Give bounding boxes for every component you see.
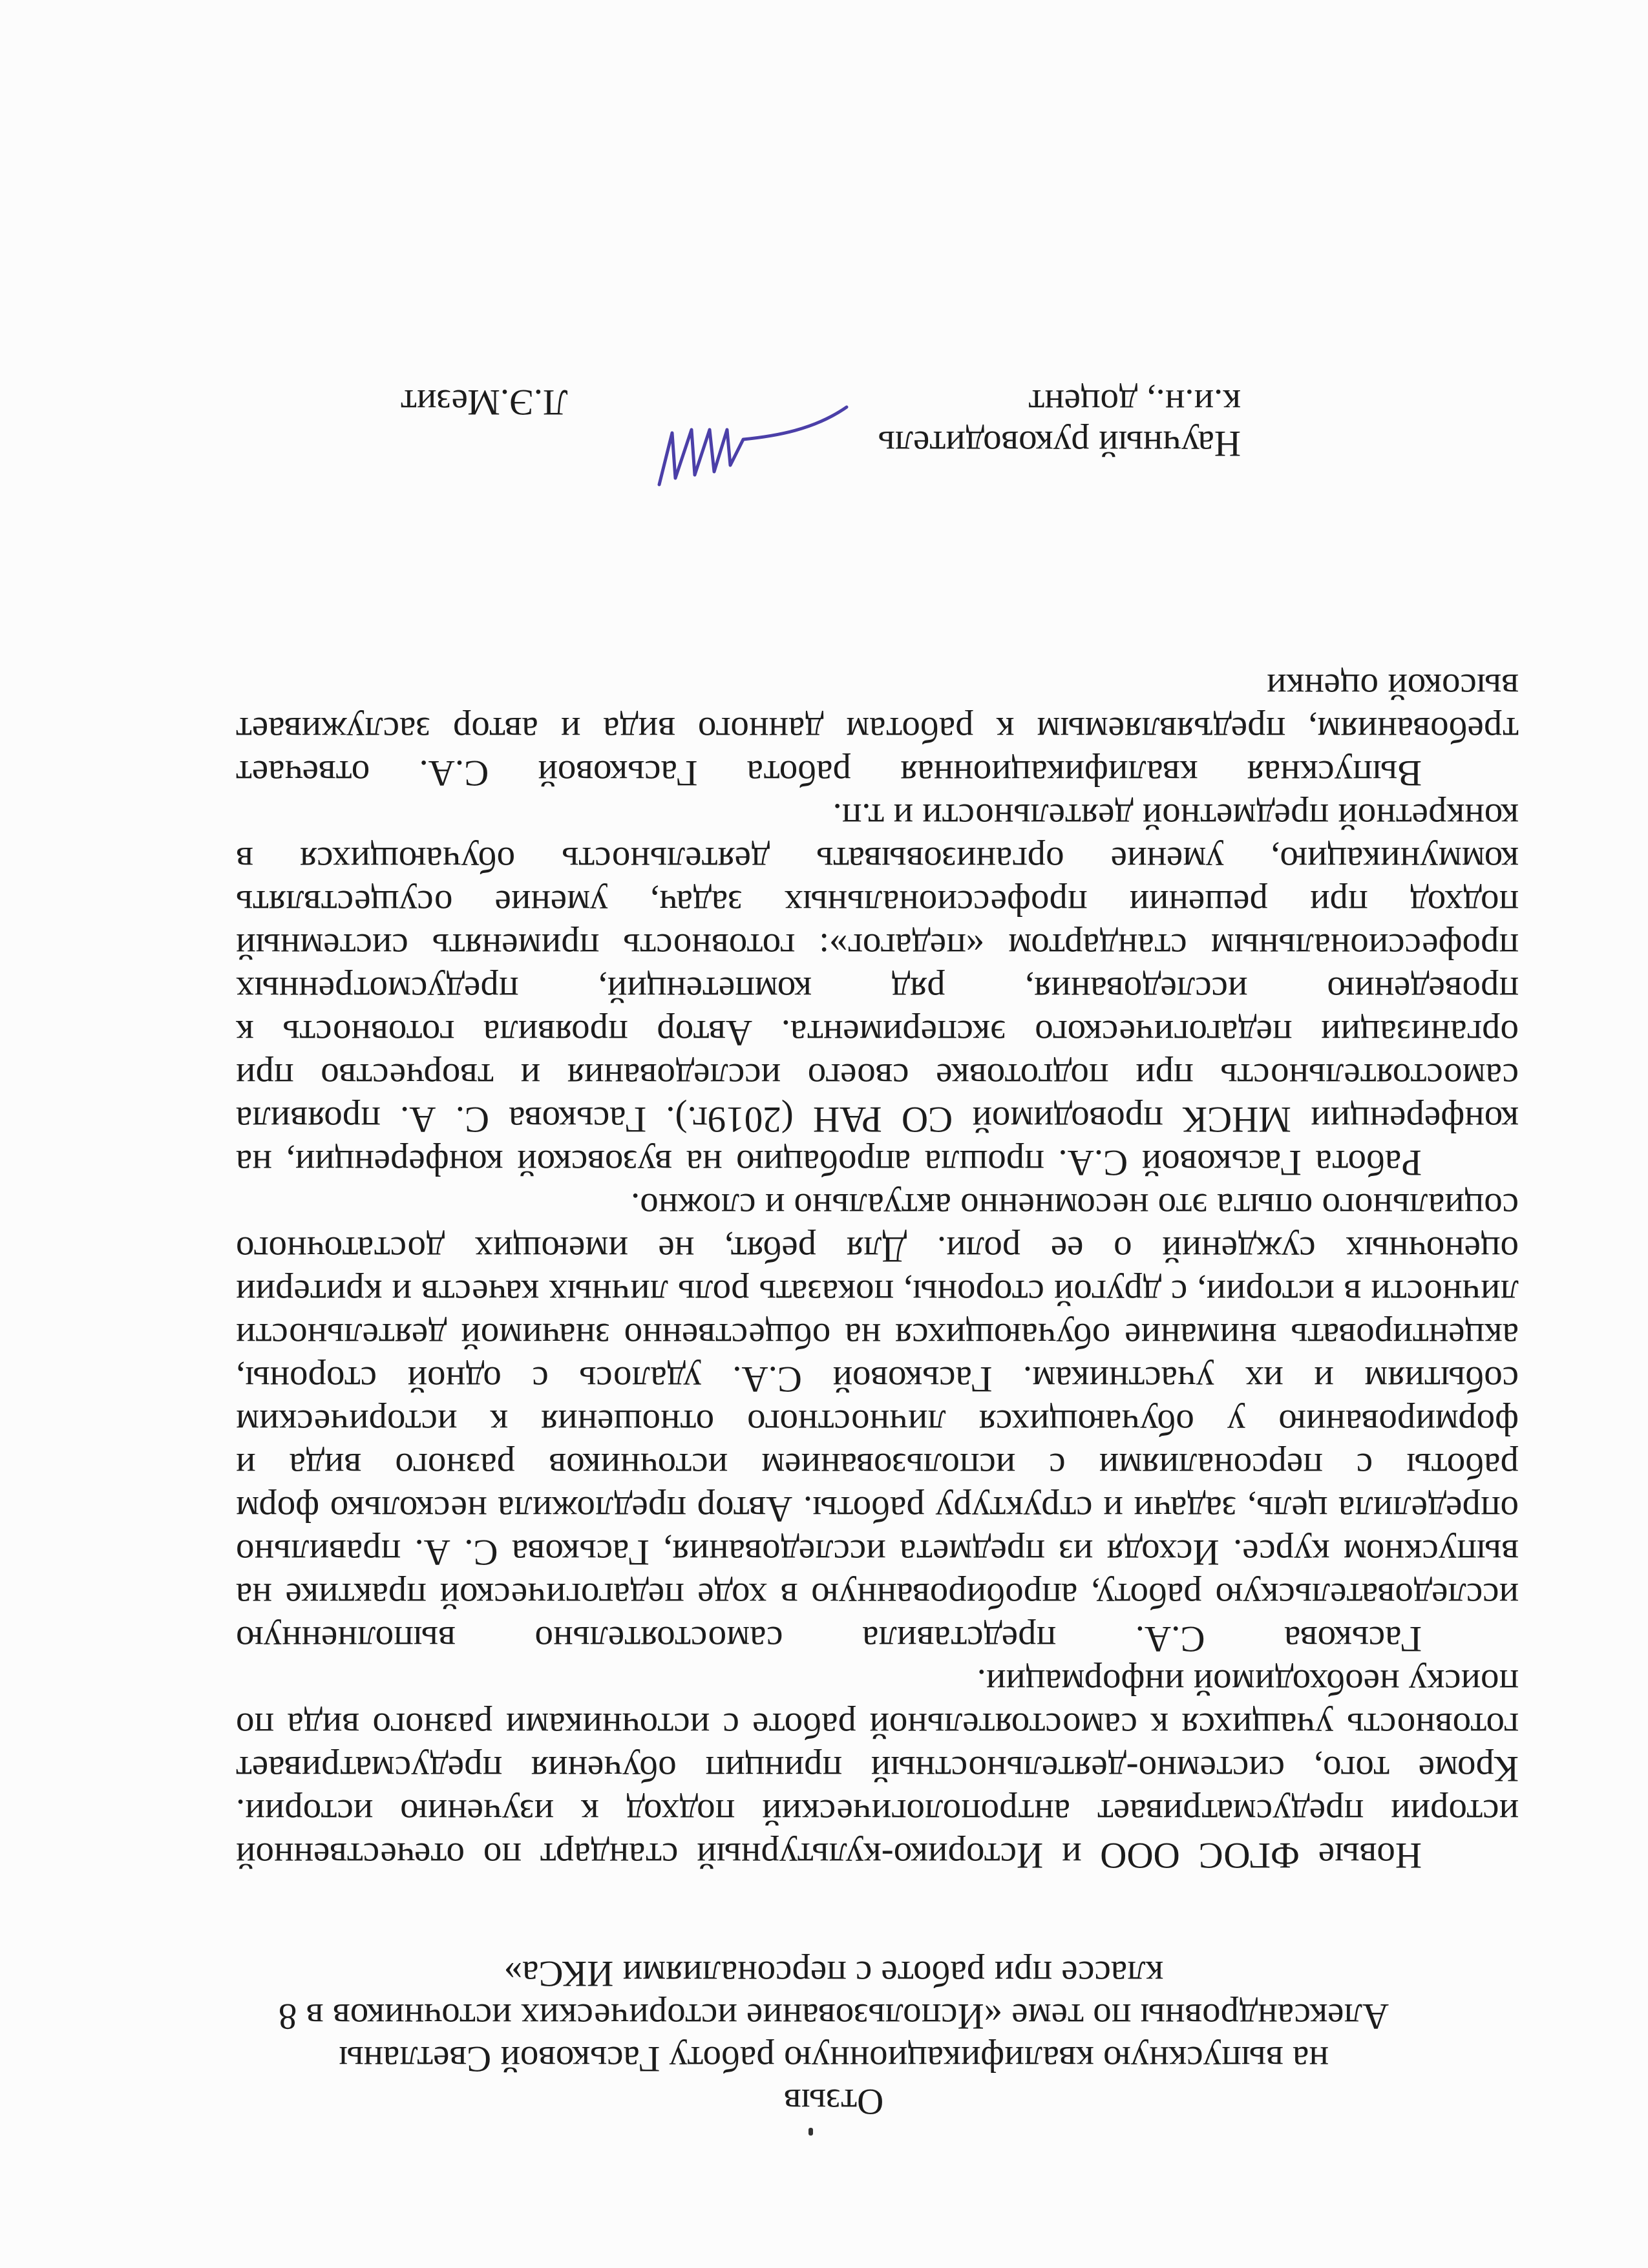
ink-dot <box>808 2128 813 2136</box>
document-subtitle: на выпускную квалификационную работу Гаськовой Светланы Александровны по теме «Использование исторических источников в 8 классе при работе с персоналиями ИКСа» <box>278 1953 1389 2079</box>
paragraph: Выпускная квалификационная работа Гаськовой С.А. отвечает требованиям, предъявляемым к работам данного вида и автор заслуживает высокой оценки <box>236 666 1519 793</box>
signature-block <box>401 383 1241 465</box>
signer-role: Научный руководитель <box>878 423 1241 464</box>
document-title: Отзыв <box>783 2081 884 2122</box>
signer-degree: к.и.н., доцент <box>1028 382 1241 423</box>
handwritten-signature <box>620 401 853 491</box>
document-body <box>236 665 1519 1877</box>
paragraph: Гаськова С.А. представила самостоятельно выполненную исследовательскую работу, апробированную в ходе педагогической практике на выпускном курсе. Исходя из предмета исследования, Гаськова С. А. правильно определила цель, задачи и структуру работы. Автор предложила несколько форм работы с персоналиями с использованием источников разного вида и формированию у обучающихся личностного отношения к историческим событиям и их участникам. Гаськовой С.А. удалось с одной стороны, акцентировать внимание обучающихся на общественно значимой деятельности личности в истории, с другой стороны, показать роль личных качеств и критерии оценочных суждений о ее роли. Для ребят, не имеющих достаточного социального опыта это несомненно актуально и сложно. <box>236 1186 1519 1659</box>
paragraph: Работа Гаськовой С.А. прошла апробацию на вузовской конференции, на конференции МНСК проводимой СО РАН (2019г.). Гаськова С. А. проявила самостоятельность при подготовке своего исследования и творчество при организации педагогического эксперимента. Автор проявила готовность к проведению исследования, ряд компетенций, предусмотренных профессиональным стандартом «педагог»: готовность применять системный подход при решении профессиональных задач, умение осуществлять коммуникацию, умение организовывать деятельность обучающихся в конкретной предметной деятельности и т.п. <box>236 796 1519 1183</box>
signer-name: Л.Э.Мезит <box>401 382 568 423</box>
paragraph: Новые ФГОС ООО и Историко-культурный стандарт по отечественной истории предусматривает антропологический подход к изучению истории. Кроме того, системно-деятельностный принцип обучения предусматривает готовность учащихся к самостоятельной работе с источниками разного вида по поиску необходимой информации. <box>236 1662 1519 1876</box>
document-header <box>233 1952 1435 2123</box>
